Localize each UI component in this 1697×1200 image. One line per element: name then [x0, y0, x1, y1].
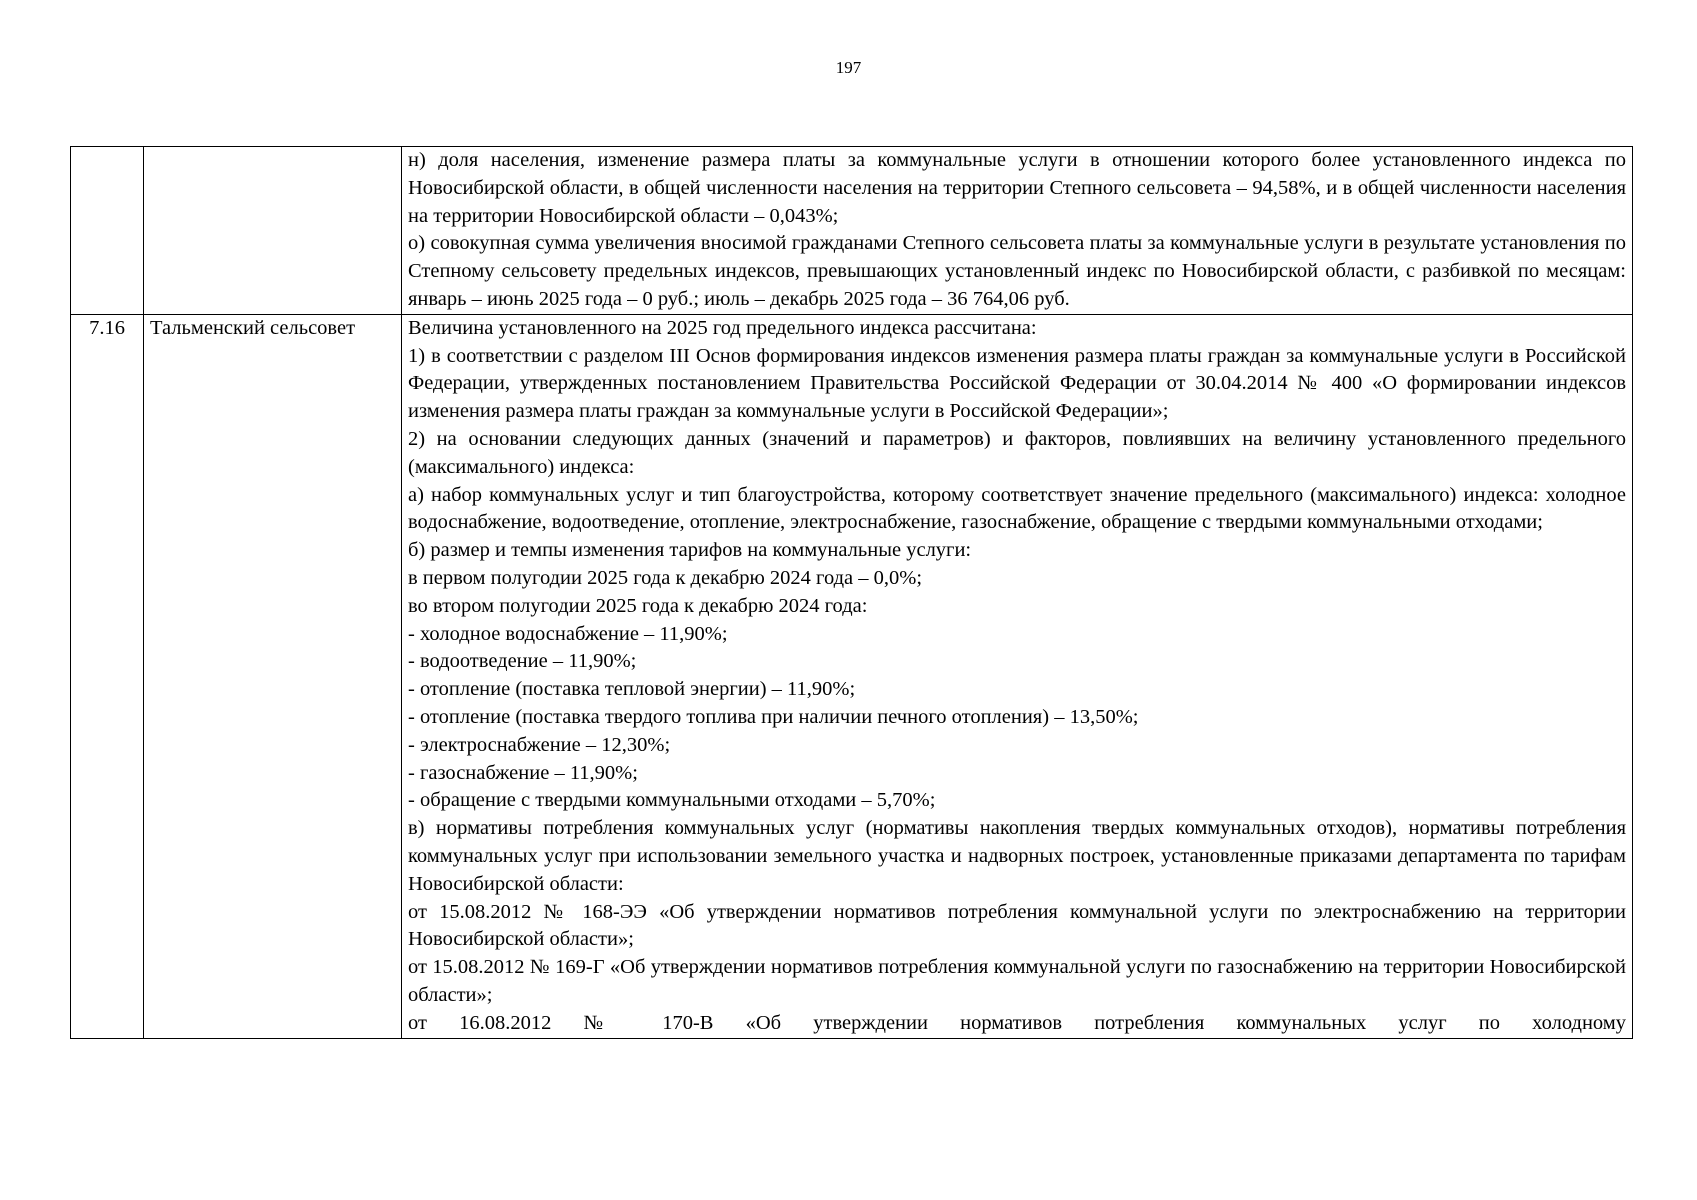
paragraph-b: б) размер и темпы изменения тарифов на коммунальные услуги:: [408, 539, 972, 562]
order-168-ee: от 15.08.2012 № 168-ЭЭ «Об утверждении нормативов потребления коммунальной услуги по электроснабжению на территории Новосибирской области»;: [408, 900, 1626, 951]
paragraph-1: 1) в соответствии с разделом III Основ формирования индексов изменения размера платы граждан за коммунальные услуги в Российской Федерации, утвержденных постановлением Правительства Российской Федерации от 30.04.2014 № 400 «О формировании индексов изменения размера платы граждан за коммунальные услуги в Российской Федерации»;: [408, 344, 1626, 423]
paragraph-second-half: во втором полугодии 2025 года к декабрю 2024 года:: [408, 594, 868, 617]
list-item-heating-solid-fuel: - отопление (поставка твердого топлива при наличии печного отопления) – 13,50%;: [408, 705, 1139, 728]
list-item-heating-thermal: - отопление (поставка тепловой энергии) – 11,90%;: [408, 678, 856, 701]
paragraph-intro: Величина установленного на 2025 год предельного индекса рассчитана:: [408, 316, 1037, 339]
row-number-cell: 7.16: [71, 314, 144, 1038]
list-item-electricity: - электроснабжение – 12,30%;: [408, 733, 671, 756]
order-170-v: от 16.08.2012 № 170-В «Об утверждении нормативов потребления коммунальных услуг по холодному: [408, 1011, 1626, 1034]
description-cell: [402, 314, 1633, 1038]
municipality-name-cell: Тальменский сельсовет: [144, 314, 402, 1038]
paragraph-a: а) набор коммунальных услуг и тип благоустройства, которому соответствует значение предельного (максимального) индекса: холодное водоснабжение, водоотведение, отопление, электроснабжение, газоснабжение, обращение с твердыми коммунальными отходами;: [408, 483, 1626, 534]
list-item-drainage: - водоотведение – 11,90%;: [408, 650, 637, 673]
order-169-g: от 15.08.2012 № 169-Г «Об утверждении нормативов потребления коммунальной услуги по газоснабжению на территории Новосибирской области»;: [408, 956, 1626, 1006]
paragraph-v: в) нормативы потребления коммунальных услуг (нормативы накопления твердых коммунальных отходов), нормативы потребления коммунальных услуг при использовании земельного участка и надворных построек, установленные приказами департамента по тарифам Новосибирской области:: [408, 817, 1626, 895]
row-number-cell: [71, 147, 144, 315]
list-item-waste: - обращение с твердыми коммунальными отходами – 5,70%;: [408, 789, 936, 812]
paragraph-2: 2) на основании следующих данных (значений и параметров) и факторов, повлиявших на величину установленного предельного (максимального) индекса:: [408, 427, 1626, 478]
municipality-name-cell: [144, 147, 402, 315]
document-table: [70, 146, 1633, 1039]
description-cell: [402, 147, 1633, 315]
page-number: 197: [835, 58, 862, 77]
list-item-gas: - газоснабжение – 11,90%;: [408, 761, 638, 784]
table-row: [71, 314, 1633, 1038]
table-row: [71, 147, 1633, 315]
list-item-cold-water: - холодное водоснабжение – 11,90%;: [408, 622, 728, 645]
paragraph-n: н) доля населения, изменение размера платы за коммунальные услуги в отношении которого более установленного индекса по Новосибирской области, в общей численности населения на территории Степного сельсовета – 94,58%, и в общей численности населения на территории Новосибирской области – 0,043%;: [408, 149, 1626, 227]
paragraph-first-half: в первом полугодии 2025 года к декабрю 2024 года – 0,0%;: [408, 566, 923, 589]
paragraph-o: о) совокупная сумма увеличения вносимой гражданами Степного сельсовета платы за коммунальные услуги в результате установления по Степному сельсовету предельных индексов, превышающих установленный индекс по Новосибирской области, с разбивкой по месяцам: январь – июнь 2025 года – 0 руб.; июль – декабрь 2025 года – 36 764,06 руб.: [408, 232, 1626, 310]
